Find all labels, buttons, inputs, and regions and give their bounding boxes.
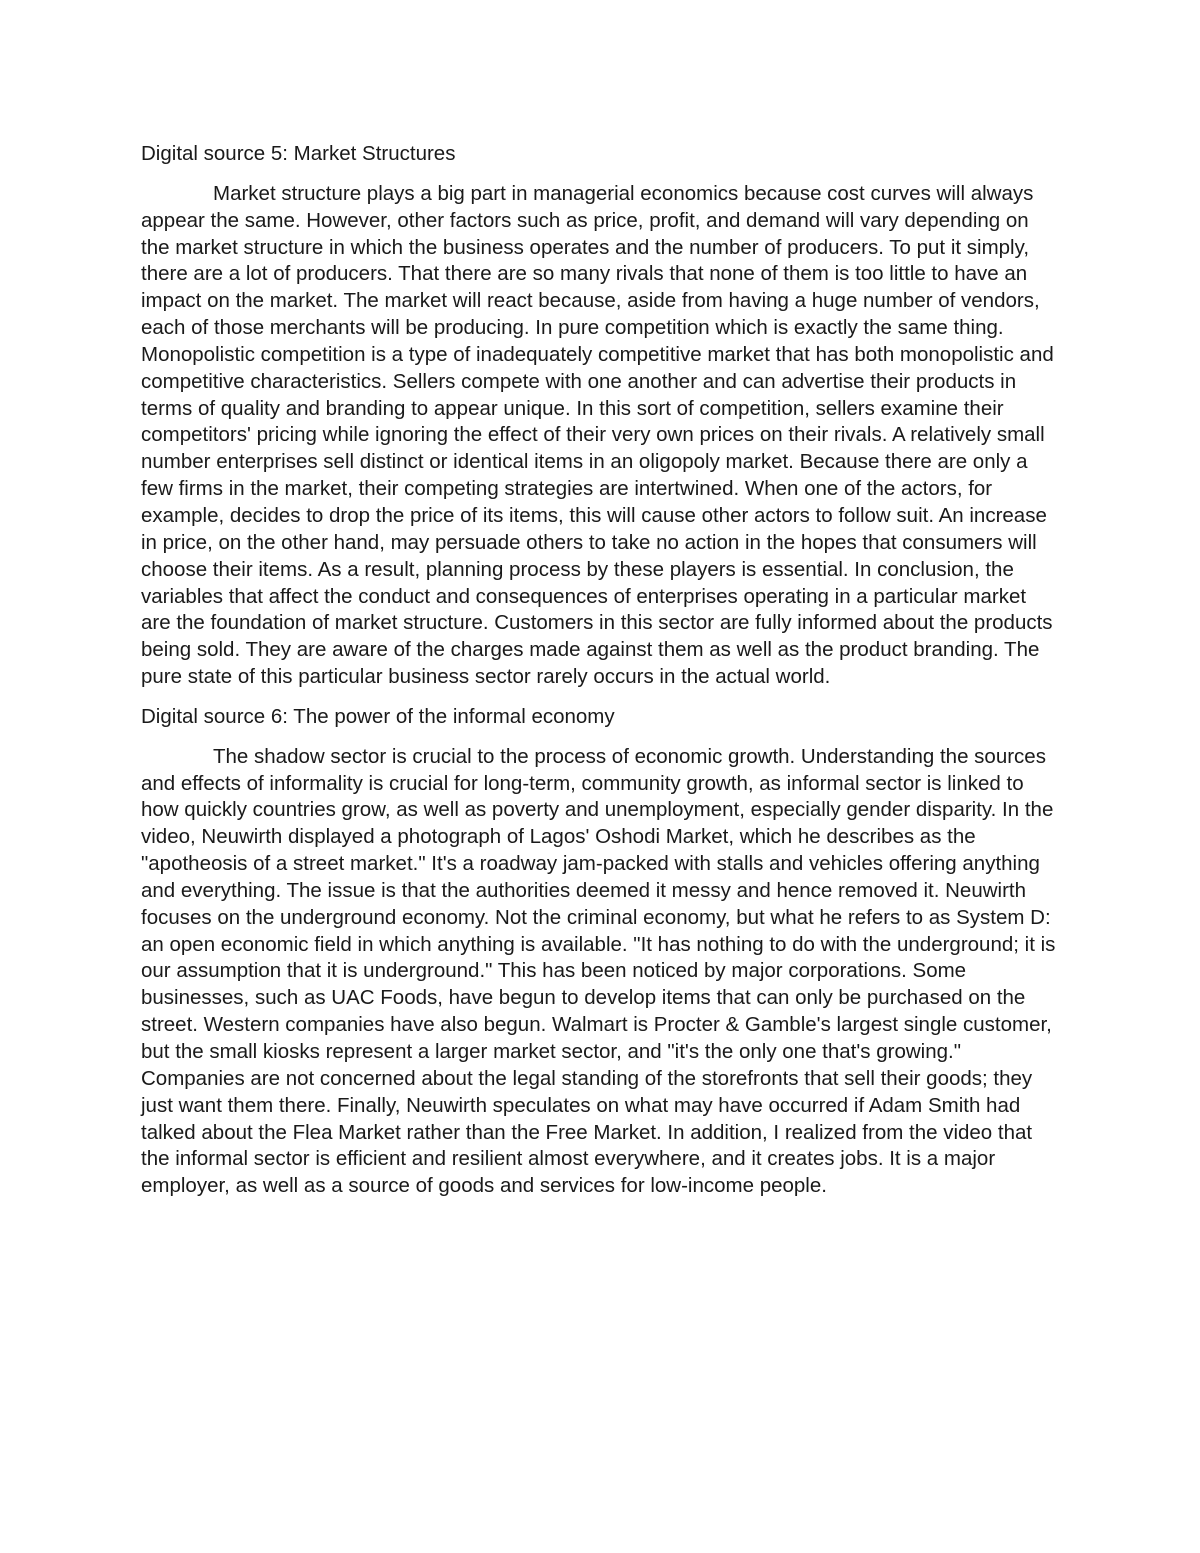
section-paragraph-market-structures: Market structure plays a big part in managerial economics because cost curves will always appear the same. However, other factors such as price, profit, and demand will vary depending on the market structure in which the business operates and the number of producers. To put it simply, there are a lot of producers. That there are so many rivals that none of them is too little to have an impact on the market. The market will react because, aside from having a huge number of vendors, each of those merchants will be producing. In pure competition which is exactly the same thing. Monopolistic competition is a type of inadequately competitive market that has both monopolistic and competitive characteristics. Sellers compete with one another and can advertise their products in terms of quality and branding to appear unique. In this sort of competition, sellers examine their competitors' pricing while ignoring the effect of their very own prices on their rivals. A relatively small number enterprises sell distinct or identical items in an oligopoly market. Because there are only a few firms in the market, their competing strategies are intertwined. When one of the actors, for example, decides to drop the price of its items, this will cause other actors to follow suit. An increase in price, on the other hand, may persuade others to take no action in the hopes that consumers will choose their items. As a result, planning process by these players is essential. In conclusion, the variables that affect the conduct and consequences of enterprises operating in a particular market are the foundation of market structure. Customers in this sector are fully informed about the products being sold. They are aware of the charges made against them as well as the product branding. The pure state of this particular business sector rarely occurs in the actual world. (141, 181, 1054, 689)
section-paragraph-informal-economy: The shadow sector is crucial to the process of economic growth. Understanding the sources and effects of informality is crucial for long-term, community growth, as informal sector is linked to how quickly countries grow, as well as poverty and unemployment, especially gender disparity. In the video, Neuwirth displayed a photograph of Lagos' Oshodi Market, which he describes as the "apotheosis of a street market." It's a roadway jam-packed with stalls and vehicles offering anything and everything. The issue is that the authorities deemed it messy and hence removed it. Neuwirth focuses on the underground economy. Not the criminal economy, but what he refers to as System D: an open economic field in which anything is available. "It has nothing to do with the underground; it is our assumption that it is underground." This has been noticed by major corporations. Some businesses, such as UAC Foods, have begun to develop items that can only be purchased on the street. Western companies have also begun. Walmart is Procter & Gamble's largest single customer, but the small kiosks represent a larger market sector, and "it's the only one that's growing." Companies are not concerned about the legal standing of the storefronts that sell their goods; they just want them there. Finally, Neuwirth speculates on what may have occurred if Adam Smith had talked about the Flea Market rather than the Free Market. In addition, I realized from the video that the informal sector is efficient and resilient almost everywhere, and it creates jobs. It is a major employer, as well as a source of goods and services for low-income people. (141, 744, 1056, 1198)
section-heading-informal-economy: Digital source 6: The power of the informal economy (141, 704, 615, 728)
section-heading-market-structures: Digital source 5: Market Structures (141, 142, 456, 165)
document-body (141, 141, 1061, 1200)
